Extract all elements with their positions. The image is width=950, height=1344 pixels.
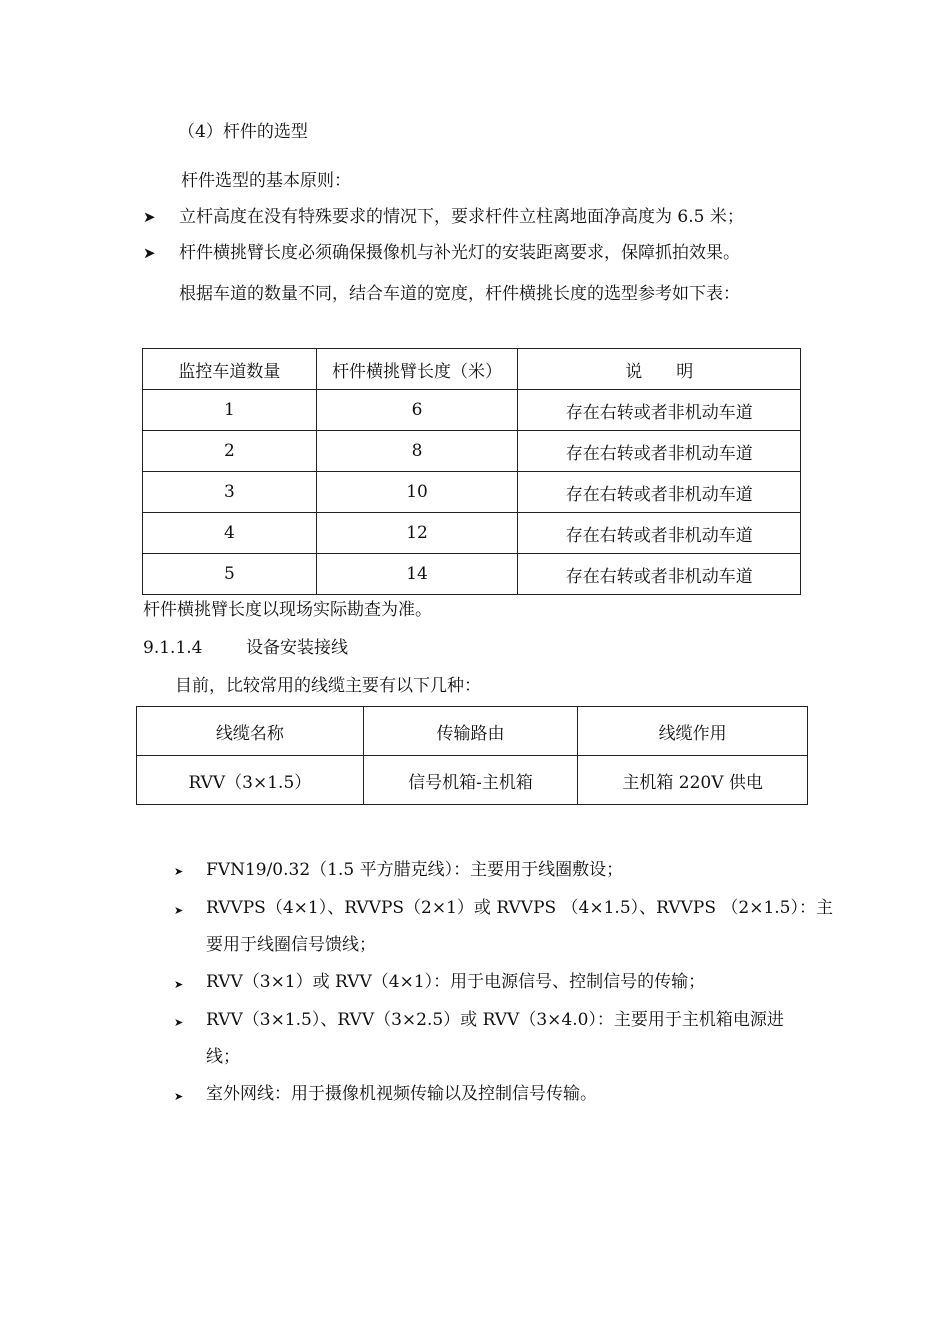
- table-cell: RVV（3×1.5）: [137, 756, 364, 805]
- table-row: [143, 472, 801, 513]
- table-cell: 存在右转或者非机动车道: [518, 554, 801, 595]
- principle-item: 立杆高度在没有特殊要求的情况下，要求杆件立柱离地面净高度为 6.5 米；: [179, 207, 744, 227]
- table-cell: 14: [316, 554, 518, 595]
- table-cell: 1: [143, 390, 317, 431]
- table-cell: 存在右转或者非机动车道: [518, 431, 801, 472]
- table-cell: 10: [316, 472, 518, 513]
- arrow-bullet-icon: ➤: [174, 978, 184, 991]
- principle-item: 杆件横挑臂长度必须确保摄像机与补光灯的安装距离要求，保障抓拍效果。: [179, 243, 740, 263]
- section-heading: （4）杆件的选型: [178, 122, 308, 142]
- table-cell: 主机箱 220V 供电: [578, 756, 808, 805]
- table-cell: 6: [316, 390, 518, 431]
- table-cell: 4: [143, 513, 317, 554]
- subsection-number: 9.1.1.4: [143, 638, 203, 658]
- table-cell: 5: [143, 554, 317, 595]
- table1-note: 杆件横挑臂长度以现场实际勘查为准。: [143, 600, 432, 620]
- table-cell: 3: [143, 472, 317, 513]
- arrow-bullet-icon: ➤: [174, 865, 184, 878]
- table-header-cell: 杆件横挑臂长度（米）: [316, 349, 518, 390]
- table-cell: 2: [143, 431, 317, 472]
- table-header-cell: 线缆名称: [137, 707, 364, 756]
- cable-item-continuation: 要用于线圈信号馈线；: [206, 935, 376, 955]
- arrow-bullet-icon: ➤: [174, 1090, 184, 1103]
- arrow-bullet-icon: ➤: [174, 1016, 184, 1029]
- table-header-row: [137, 707, 808, 756]
- table-row: [143, 513, 801, 554]
- subsection-title: 设备安装接线: [246, 638, 348, 658]
- table2-intro: 目前，比较常用的线缆主要有以下几种：: [175, 676, 481, 696]
- cable-item: RVV（3×1.5）、RVV（3×2.5）或 RVV（3×4.0）：主要用于主机箱电源进: [206, 1010, 784, 1030]
- table-row: [143, 390, 801, 431]
- table-cell: 存在右转或者非机动车道: [518, 472, 801, 513]
- table-header-cell: 线缆作用: [578, 707, 808, 756]
- cable-item-continuation: 线；: [206, 1047, 240, 1067]
- table-header-cell: 监控车道数量: [143, 349, 317, 390]
- cable-item: RVV（3×1）或 RVV（4×1）：用于电源信号、控制信号的传输；: [206, 972, 706, 992]
- table-cell: 存在右转或者非机动车道: [518, 390, 801, 431]
- pole-length-table: [142, 348, 801, 595]
- table-header-cell: 说 明: [518, 349, 801, 390]
- table-header-row: [143, 349, 801, 390]
- arrow-bullet-icon: ➤: [143, 244, 156, 262]
- table-row: [137, 756, 808, 805]
- table-cell: 12: [316, 513, 518, 554]
- table-cell: 存在右转或者非机动车道: [518, 513, 801, 554]
- cable-table: [136, 706, 808, 805]
- principle-intro: 杆件选型的基本原则：: [181, 171, 351, 191]
- cable-item: RVVPS（4×1）、RVVPS（2×1）或 RVVPS （4×1.5）、RVVPS （2×1.5）：主: [206, 898, 833, 918]
- cable-item: FVN19/0.32（1.5 平方腊克线）：主要用于线圈敷设；: [206, 860, 624, 880]
- table-cell: 8: [316, 431, 518, 472]
- table-row: [143, 431, 801, 472]
- table-cell: 信号机箱-主机箱: [363, 756, 578, 805]
- arrow-bullet-icon: ➤: [174, 904, 184, 917]
- table1-intro: 根据车道的数量不同，结合车道的宽度，杆件横挑长度的选型参考如下表：: [179, 284, 740, 304]
- arrow-bullet-icon: ➤: [143, 208, 156, 226]
- table-row: [143, 554, 801, 595]
- table-header-cell: 传输路由: [363, 707, 578, 756]
- cable-item: 室外网线：用于摄像机视频传输以及控制信号传输。: [206, 1084, 597, 1104]
